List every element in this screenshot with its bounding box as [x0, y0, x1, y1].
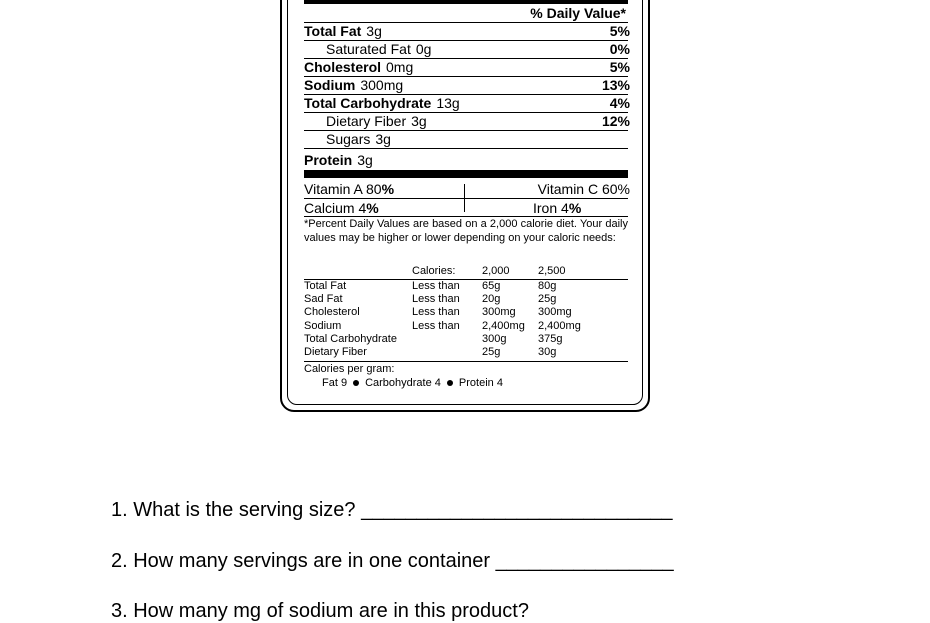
- cpg-fat: Fat 9: [322, 377, 348, 389]
- table-qualifier: Less than: [412, 293, 460, 305]
- table-row: [304, 293, 343, 306]
- question-1: 1. What is the serving size? ____________________________: [111, 499, 673, 521]
- table-row: [304, 346, 367, 359]
- nutrient-name: Saturated Fat: [326, 41, 411, 57]
- calcium-pct: %: [366, 200, 379, 216]
- nutrient-dv: 4%: [609, 95, 630, 111]
- question-3: 3. How many mg of sodium are in this product?: [111, 600, 529, 622]
- nutrient-row-sugars: [304, 130, 630, 148]
- table-nutrient: Sad Fat: [304, 293, 343, 305]
- table-value-2500: 25g: [538, 293, 557, 305]
- thick-divider: [304, 170, 628, 178]
- nutrient-amount: 0g: [415, 41, 432, 57]
- nutrient-amount: 3g: [411, 113, 427, 129]
- calories-per-gram-title: Calories per gram:: [304, 363, 395, 375]
- table-nutrient: Dietary Fiber: [304, 346, 367, 358]
- bullet-icon: [353, 380, 359, 386]
- vitamin-a-pct: %: [381, 181, 395, 197]
- table-col-2000: 2,000: [482, 265, 510, 277]
- bullet-icon: [447, 380, 453, 386]
- iron-label: Iron: [533, 200, 558, 216]
- vitamin-a: [304, 180, 394, 198]
- nutrient-dv: 12%: [601, 113, 630, 129]
- nutrient-name: Sugars: [326, 131, 371, 147]
- iron-pct: %: [568, 200, 582, 216]
- calories-per-gram-values: [322, 377, 503, 391]
- nutrient-row-dietary-fiber: [304, 112, 630, 130]
- nutrient-dv: 0%: [609, 41, 630, 57]
- nutrient-dv: 5%: [609, 23, 630, 39]
- nutrient-row-total-fat: [304, 22, 630, 40]
- iron-value: 4: [561, 200, 569, 216]
- nutrient-dv: 13%: [601, 77, 630, 93]
- nutrient-name: Dietary Fiber: [326, 113, 407, 129]
- nutrient-amount: 3g: [375, 131, 391, 147]
- cpg-protein: Protein 4: [458, 377, 503, 389]
- top-thick-bar: [304, 0, 628, 4]
- table-value-2500: 300mg: [538, 306, 572, 318]
- footnote: *Percent Daily Values are based on a 2,000 calorie diet. Your daily values may be higher or lower depending on your caloric needs:: [304, 218, 628, 244]
- table-calories-label: Calories:: [412, 265, 456, 277]
- nutrient-row-protein: [304, 151, 630, 169]
- calcium-label: Calcium: [304, 200, 355, 216]
- nutrient-dv: 5%: [609, 59, 630, 75]
- table-value-2000: 300g: [482, 333, 507, 345]
- vitamin-a-value: 80: [366, 181, 382, 197]
- nutrient-amount: 0mg: [386, 59, 414, 75]
- divider: [304, 216, 628, 217]
- table-value-2000: 25g: [482, 346, 501, 358]
- table-nutrient: Total Carbohydrate: [304, 333, 397, 345]
- table-value-2500: 30g: [538, 346, 557, 358]
- calcium-value: 4: [358, 200, 367, 216]
- cpg-carb: Carbohydrate 4: [365, 377, 441, 389]
- question-2: 2. How many servings are in one container ________________: [111, 550, 674, 572]
- iron: [533, 199, 581, 217]
- table-qualifier: Less than: [412, 320, 460, 332]
- table-value-2000: 300mg: [482, 306, 516, 318]
- table-qualifier: Less than: [412, 306, 460, 318]
- nutrient-row-cholesterol: [304, 58, 630, 76]
- table-value-2000: 65g: [482, 280, 501, 292]
- nutrient-name: Cholesterol: [304, 59, 382, 75]
- nutrient-name: Sodium: [304, 77, 356, 93]
- divider: [304, 361, 628, 362]
- table-col-2500: 2,500: [538, 265, 566, 277]
- nutrient-amount: 3g: [366, 23, 382, 39]
- vitamin-a-label: Vitamin A: [304, 181, 363, 197]
- table-nutrient: Total Fat: [304, 280, 347, 292]
- table-value-2500: 80g: [538, 280, 557, 292]
- vitamin-column-divider: [464, 184, 465, 212]
- nutrient-amount: 13g: [436, 95, 460, 111]
- nutrient-amount: 300mg: [360, 77, 404, 93]
- nutrient-row-sodium: [304, 76, 630, 94]
- table-row: [304, 306, 360, 319]
- table-qualifier: Less than: [412, 280, 460, 292]
- divider: [304, 148, 628, 149]
- daily-value-header: % Daily Value*: [530, 5, 626, 21]
- calcium: [304, 199, 379, 217]
- table-value-2000: 20g: [482, 293, 501, 305]
- nutrient-amount: 3g: [357, 152, 373, 168]
- table-value-2000: 2,400mg: [482, 320, 525, 332]
- table-value-2500: 2,400mg: [538, 320, 581, 332]
- divider: [304, 279, 628, 280]
- vitamin-c: Vitamin C 60%: [537, 181, 630, 197]
- table-value-2500: 375g: [538, 333, 563, 345]
- nutrient-row-total-carbohydrate: [304, 94, 630, 112]
- nutrient-name: Protein: [304, 152, 353, 168]
- table-nutrient: Cholesterol: [304, 306, 360, 318]
- table-nutrient: Sodium: [304, 320, 342, 332]
- table-row: [304, 333, 397, 346]
- nutrient-name: Total Fat: [304, 23, 362, 39]
- nutrient-row-saturated-fat: [304, 40, 630, 58]
- nutrient-name: Total Carbohydrate: [304, 95, 432, 111]
- table-row: [304, 320, 341, 333]
- table-row: [304, 280, 346, 293]
